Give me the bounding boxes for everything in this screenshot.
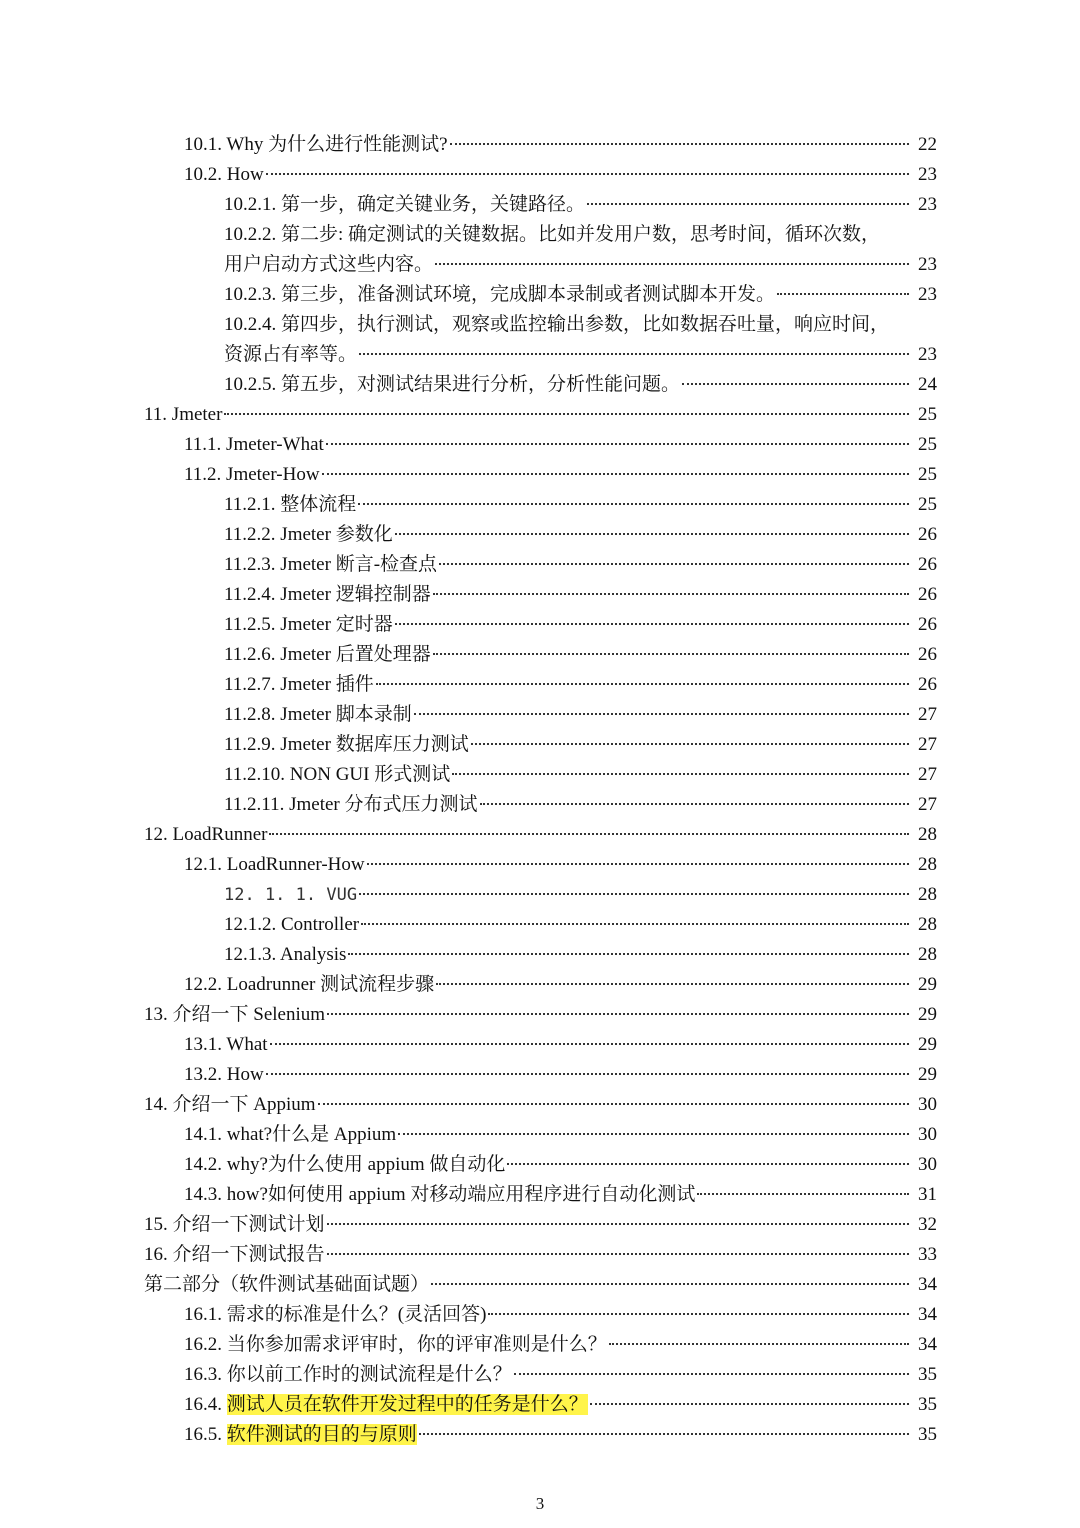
entry-title-highlighted: 测试人员在软件开发过程中的任务是什么？ bbox=[226, 1394, 588, 1415]
dot-leader bbox=[358, 503, 909, 505]
dot-leader bbox=[266, 173, 909, 175]
dot-leader bbox=[452, 773, 909, 775]
entry-page: 29 bbox=[918, 1064, 937, 1085]
toc-entry bbox=[184, 1300, 937, 1330]
toc-entry bbox=[224, 640, 937, 670]
entry-page: 25 bbox=[918, 434, 937, 455]
dot-leader bbox=[682, 383, 909, 385]
entry-number: 14.2. bbox=[184, 1154, 222, 1175]
entry-title: Jmeter bbox=[171, 404, 223, 425]
dot-leader bbox=[398, 1133, 909, 1135]
entry-title: Jmeter 逻辑控制器 bbox=[280, 584, 431, 605]
dot-leader bbox=[348, 953, 909, 955]
dot-leader bbox=[590, 1403, 909, 1405]
entry-number: 12. bbox=[144, 824, 168, 845]
entry-number: 14.1. bbox=[184, 1124, 222, 1145]
toc-entry bbox=[184, 1360, 937, 1390]
entry-title: 第五步，对测试结果进行分析，分析性能问题。 bbox=[281, 374, 681, 395]
entry-page: 26 bbox=[918, 614, 937, 635]
entry-number: 16.5. bbox=[184, 1424, 222, 1445]
entry-number: 11.2.11. bbox=[224, 794, 285, 815]
dot-leader bbox=[777, 293, 909, 295]
entry-title: Jmeter 参数化 bbox=[280, 524, 393, 545]
toc-entry bbox=[184, 1030, 937, 1060]
dot-leader bbox=[395, 623, 909, 625]
entry-number: 10.2.4. bbox=[224, 314, 277, 335]
entry-number: 11.2.10. bbox=[224, 764, 286, 785]
toc-entry bbox=[224, 490, 937, 520]
toc-entry bbox=[144, 1090, 937, 1120]
toc-entry bbox=[224, 940, 937, 970]
entry-number: 11.2.5. bbox=[224, 614, 276, 635]
toc-entry bbox=[224, 880, 937, 910]
toc-entry bbox=[144, 400, 937, 430]
dot-leader bbox=[361, 923, 909, 925]
entry-number: 11.2.6. bbox=[224, 644, 276, 665]
dot-leader bbox=[419, 1433, 909, 1435]
entry-page: 34 bbox=[918, 1274, 937, 1295]
entry-title: How bbox=[226, 1064, 264, 1085]
entry-page: 23 bbox=[918, 284, 937, 305]
entry-title: Jmeter 后置处理器 bbox=[280, 644, 431, 665]
dot-leader bbox=[326, 443, 909, 445]
dot-leader bbox=[318, 1103, 909, 1105]
toc-entry bbox=[184, 1330, 937, 1360]
dot-leader bbox=[507, 1163, 909, 1165]
entry-title: what?什么是 Appium bbox=[226, 1124, 397, 1145]
entry-title: Jmeter-What bbox=[226, 434, 324, 455]
page-number: 3 bbox=[535, 1494, 545, 1513]
toc-entry bbox=[144, 1000, 937, 1030]
entry-number: 12.1. bbox=[184, 854, 222, 875]
entry-number: 13.1. bbox=[184, 1034, 222, 1055]
entry-page: 34 bbox=[918, 1304, 937, 1325]
toc-entry-continuation bbox=[224, 340, 937, 370]
dot-leader bbox=[431, 1283, 909, 1285]
toc-entry bbox=[224, 610, 937, 640]
entry-page: 27 bbox=[918, 734, 937, 755]
entry-title: 资源占有率等。 bbox=[224, 344, 358, 365]
toc-entry bbox=[224, 730, 937, 760]
entry-title: 第一步，确定关键业务，关键路径。 bbox=[281, 194, 586, 215]
entry-page: 30 bbox=[918, 1154, 937, 1175]
entry-title: Controller bbox=[281, 914, 360, 935]
toc-entry bbox=[224, 370, 937, 400]
entry-title: 第二部分（软件测试基础面试题） bbox=[144, 1274, 430, 1295]
toc-entry bbox=[184, 1120, 937, 1150]
toc-entry bbox=[184, 160, 937, 190]
entry-page: 23 bbox=[918, 344, 937, 365]
entry-title: 介绍一下 Selenium bbox=[172, 1004, 326, 1025]
entry-page: 25 bbox=[918, 464, 937, 485]
entry-number: 12.2. bbox=[184, 974, 222, 995]
dot-leader bbox=[433, 593, 909, 595]
entry-number: 12. 1. 1. bbox=[224, 885, 317, 905]
entry-number: 10.2. bbox=[184, 164, 222, 185]
toc-entry bbox=[184, 430, 937, 460]
dot-leader bbox=[480, 803, 910, 805]
entry-number: 11.2.7. bbox=[224, 674, 276, 695]
entry-title: 第四步，执行测试，观察或监控输出参数，比如数据吞吐量，响应时间， bbox=[281, 314, 890, 335]
entry-page: 29 bbox=[918, 1004, 937, 1025]
dot-leader bbox=[450, 143, 909, 145]
dot-leader bbox=[471, 743, 909, 745]
entry-number: 16. bbox=[144, 1244, 168, 1265]
dot-leader bbox=[436, 983, 909, 985]
toc-entry bbox=[224, 910, 937, 940]
dot-leader bbox=[439, 563, 909, 565]
entry-number: 11.1. bbox=[184, 434, 222, 455]
toc-entry bbox=[224, 520, 937, 550]
dot-leader bbox=[322, 473, 909, 475]
entry-page: 27 bbox=[918, 794, 937, 815]
entry-title: Jmeter 脚本录制 bbox=[280, 704, 412, 725]
toc-entry bbox=[184, 130, 937, 160]
entry-page: 28 bbox=[918, 944, 937, 965]
entry-title: Jmeter 数据库压力测试 bbox=[280, 734, 469, 755]
entry-number: 10.2.2. bbox=[224, 224, 277, 245]
entry-title-highlighted: 软件测试的目的与原则 bbox=[226, 1424, 417, 1445]
dot-leader bbox=[327, 1223, 909, 1225]
entry-number: 13. bbox=[144, 1004, 168, 1025]
dot-leader bbox=[270, 1043, 909, 1045]
entry-page: 31 bbox=[918, 1184, 937, 1205]
entry-page: 35 bbox=[918, 1394, 937, 1415]
entry-number: 11.2.1. bbox=[224, 494, 276, 515]
entry-title: Jmeter 定时器 bbox=[280, 614, 393, 635]
dot-leader bbox=[266, 1073, 909, 1075]
dot-leader bbox=[376, 683, 909, 685]
entry-page: 34 bbox=[918, 1334, 937, 1355]
entry-title: Jmeter 插件 bbox=[280, 674, 374, 695]
entry-title: 介绍一下测试计划 bbox=[172, 1214, 325, 1235]
toc-entry bbox=[224, 550, 937, 580]
entry-number: 11.2.8. bbox=[224, 704, 276, 725]
entry-page: 26 bbox=[918, 674, 937, 695]
entry-page: 35 bbox=[918, 1424, 937, 1445]
toc-entry bbox=[224, 310, 937, 340]
entry-number: 14.3. bbox=[184, 1184, 222, 1205]
entry-title: Loadrunner 测试流程步骤 bbox=[226, 974, 435, 995]
toc-entry bbox=[184, 850, 937, 880]
entry-title: LoadRunner bbox=[172, 824, 268, 845]
entry-page: 26 bbox=[918, 584, 937, 605]
entry-title: Analysis bbox=[279, 944, 347, 965]
dot-leader bbox=[395, 533, 909, 535]
entry-page: 25 bbox=[918, 404, 937, 425]
toc-entry bbox=[184, 970, 937, 1000]
dot-leader bbox=[327, 1253, 909, 1255]
toc-entry bbox=[224, 580, 937, 610]
entry-number: 11. bbox=[144, 404, 168, 425]
entry-page: 27 bbox=[918, 704, 937, 725]
dot-leader bbox=[414, 713, 909, 715]
entry-number: 11.2.4. bbox=[224, 584, 276, 605]
toc-entry bbox=[224, 220, 937, 250]
entry-page: 22 bbox=[918, 134, 937, 155]
entry-number: 11.2.9. bbox=[224, 734, 276, 755]
entry-title: why?为什么使用 appium 做自动化 bbox=[226, 1154, 506, 1175]
dot-leader bbox=[488, 1313, 909, 1315]
entry-title: Why 为什么进行性能测试? bbox=[226, 134, 448, 155]
entry-title: 介绍一下测试报告 bbox=[172, 1244, 325, 1265]
entry-number: 14. bbox=[144, 1094, 168, 1115]
entry-page: 28 bbox=[918, 884, 937, 905]
entry-number: 16.2. bbox=[184, 1334, 222, 1355]
entry-page: 23 bbox=[918, 164, 937, 185]
entry-title: 第二步: 确定测试的关键数据。比如并发用户数，思考时间，循环次数， bbox=[281, 224, 881, 245]
toc-entry bbox=[184, 1180, 937, 1210]
entry-page: 26 bbox=[918, 644, 937, 665]
entry-number: 10.2.1. bbox=[224, 194, 277, 215]
entry-title: 需求的标准是什么？(灵活回答) bbox=[226, 1304, 487, 1325]
entry-page: 28 bbox=[918, 854, 937, 875]
entry-title: 当你参加需求评审时，你的评审准则是什么？ bbox=[226, 1334, 607, 1355]
entry-page: 24 bbox=[918, 374, 937, 395]
entry-title: how?如何使用 appium 对移动端应用程序进行自动化测试 bbox=[226, 1184, 696, 1205]
toc-entry bbox=[144, 1210, 937, 1240]
entry-number: 10.1. bbox=[184, 134, 222, 155]
entry-page: 35 bbox=[918, 1364, 937, 1385]
entry-number: 16.1. bbox=[184, 1304, 222, 1325]
entry-page: 29 bbox=[918, 974, 937, 995]
entry-page: 26 bbox=[918, 524, 937, 545]
toc-entry bbox=[224, 790, 937, 820]
entry-title: VUG bbox=[326, 885, 358, 905]
entry-page: 32 bbox=[918, 1214, 937, 1235]
toc-entry-highlighted bbox=[184, 1420, 937, 1450]
entry-page: 28 bbox=[918, 824, 937, 845]
dot-leader bbox=[359, 893, 909, 895]
toc-entry bbox=[144, 820, 937, 850]
entry-title: Jmeter 分布式压力测试 bbox=[289, 794, 478, 815]
dot-leader bbox=[435, 263, 909, 265]
dot-leader bbox=[359, 353, 909, 355]
toc-entry bbox=[184, 1060, 937, 1090]
entry-page: 30 bbox=[918, 1094, 937, 1115]
dot-leader bbox=[609, 1343, 909, 1345]
entry-page: 27 bbox=[918, 764, 937, 785]
dot-leader bbox=[367, 863, 909, 865]
dot-leader bbox=[514, 1373, 909, 1375]
dot-leader bbox=[224, 413, 909, 415]
entry-title: NON GUI 形式测试 bbox=[289, 764, 451, 785]
entry-number: 15. bbox=[144, 1214, 168, 1235]
toc-entry-continuation bbox=[224, 250, 937, 280]
entry-title: Jmeter-How bbox=[226, 464, 320, 485]
entry-title: 你以前工作时的测试流程是什么？ bbox=[226, 1364, 512, 1385]
dot-leader bbox=[433, 653, 909, 655]
entry-page: 23 bbox=[918, 194, 937, 215]
entry-number: 16.4. bbox=[184, 1394, 222, 1415]
entry-title: 整体流程 bbox=[280, 494, 357, 515]
entry-page: 29 bbox=[918, 1034, 937, 1055]
entry-number: 16.3. bbox=[184, 1364, 222, 1385]
entry-number: 11.2. bbox=[184, 464, 222, 485]
toc-entry bbox=[224, 280, 937, 310]
dot-leader bbox=[587, 203, 909, 205]
entry-title: 介绍一下 Appium bbox=[172, 1094, 316, 1115]
dot-leader bbox=[269, 833, 909, 835]
entry-title: How bbox=[226, 164, 264, 185]
entry-title: What bbox=[226, 1034, 268, 1055]
entry-title: 用户启动方式这些内容。 bbox=[224, 254, 434, 275]
toc-entry bbox=[144, 1240, 937, 1270]
toc-entry bbox=[224, 670, 937, 700]
entry-number: 12.1.3. bbox=[224, 944, 277, 965]
entry-number: 13.2. bbox=[184, 1064, 222, 1085]
entry-title: 第三步，准备测试环境，完成脚本录制或者测试脚本开发。 bbox=[281, 284, 776, 305]
entry-page: 26 bbox=[918, 554, 937, 575]
entry-page: 28 bbox=[918, 914, 937, 935]
toc-entry bbox=[184, 460, 937, 490]
entry-page: 25 bbox=[918, 494, 937, 515]
entry-title: LoadRunner-How bbox=[226, 854, 365, 875]
dot-leader bbox=[327, 1013, 909, 1015]
toc-entry bbox=[224, 190, 937, 220]
toc-entry bbox=[224, 700, 937, 730]
entry-title: Jmeter 断言-检查点 bbox=[280, 554, 438, 575]
entry-number: 10.2.3. bbox=[224, 284, 277, 305]
toc-entry-highlighted bbox=[184, 1390, 937, 1420]
dot-leader bbox=[697, 1193, 909, 1195]
toc-entry bbox=[144, 1270, 937, 1300]
entry-number: 11.2.3. bbox=[224, 554, 276, 575]
entry-page: 33 bbox=[918, 1244, 937, 1265]
toc-entry bbox=[184, 1150, 937, 1180]
entry-page: 30 bbox=[918, 1124, 937, 1145]
entry-page: 23 bbox=[918, 254, 937, 275]
entry-number: 12.1.2. bbox=[224, 914, 277, 935]
entry-number: 11.2.2. bbox=[224, 524, 276, 545]
toc-entry bbox=[224, 760, 937, 790]
entry-number: 10.2.5. bbox=[224, 374, 277, 395]
